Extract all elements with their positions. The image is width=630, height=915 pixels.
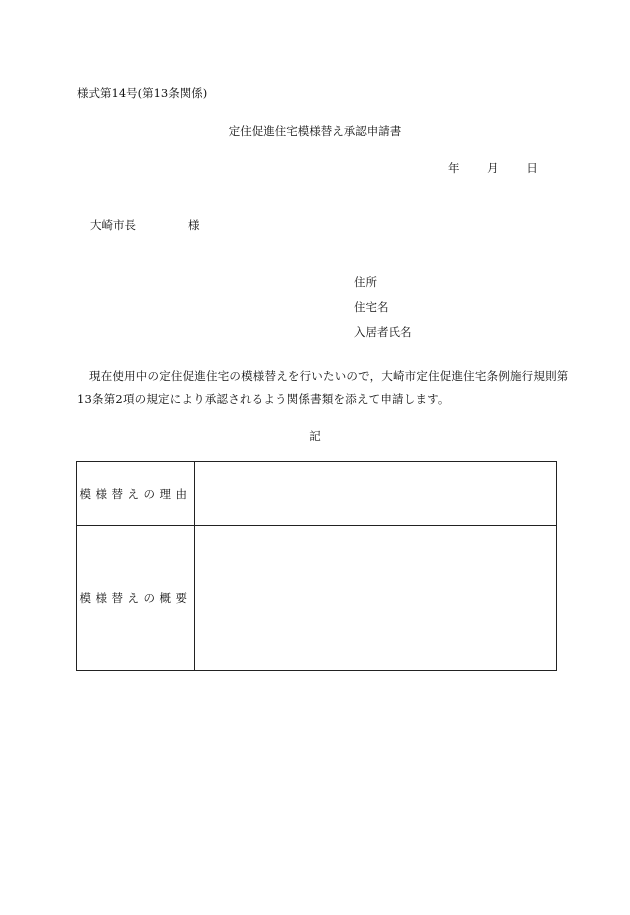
note-heading: 記	[309, 429, 321, 443]
table-row-outline	[77, 526, 556, 670]
outline-field[interactable]	[195, 526, 556, 670]
date-day-label: 日	[526, 161, 538, 175]
form-number: 様式第14号(第13条関係)	[77, 86, 208, 100]
addressee-honorific: 様	[188, 218, 200, 232]
applicant-resident-name-label: 入居者氏名	[354, 325, 412, 339]
table-row-reason	[77, 462, 556, 526]
application-body-text: 現在使用中の定住促進住宅の模様替えを行いたいので，大崎市定住促進住宅条例施行規則第13条第2項の規定により承認されるよう関係書類を添えて申請します。	[77, 369, 569, 406]
detail-table	[76, 461, 557, 671]
document-title: 定住促進住宅模様替え承認申請書	[228, 124, 402, 138]
reason-label: 模様替えの理由	[77, 462, 195, 525]
date-year-label: 年	[448, 161, 460, 175]
addressee-name: 大崎市長	[90, 218, 136, 232]
date-line	[448, 160, 538, 176]
date-month-label: 月	[487, 161, 499, 175]
addressee	[90, 217, 200, 233]
reason-field[interactable]	[195, 462, 556, 525]
applicant-housing-label: 住宅名	[354, 300, 389, 314]
outline-label: 模様替えの概要	[77, 526, 195, 670]
applicant-address-label: 住所	[354, 275, 377, 289]
